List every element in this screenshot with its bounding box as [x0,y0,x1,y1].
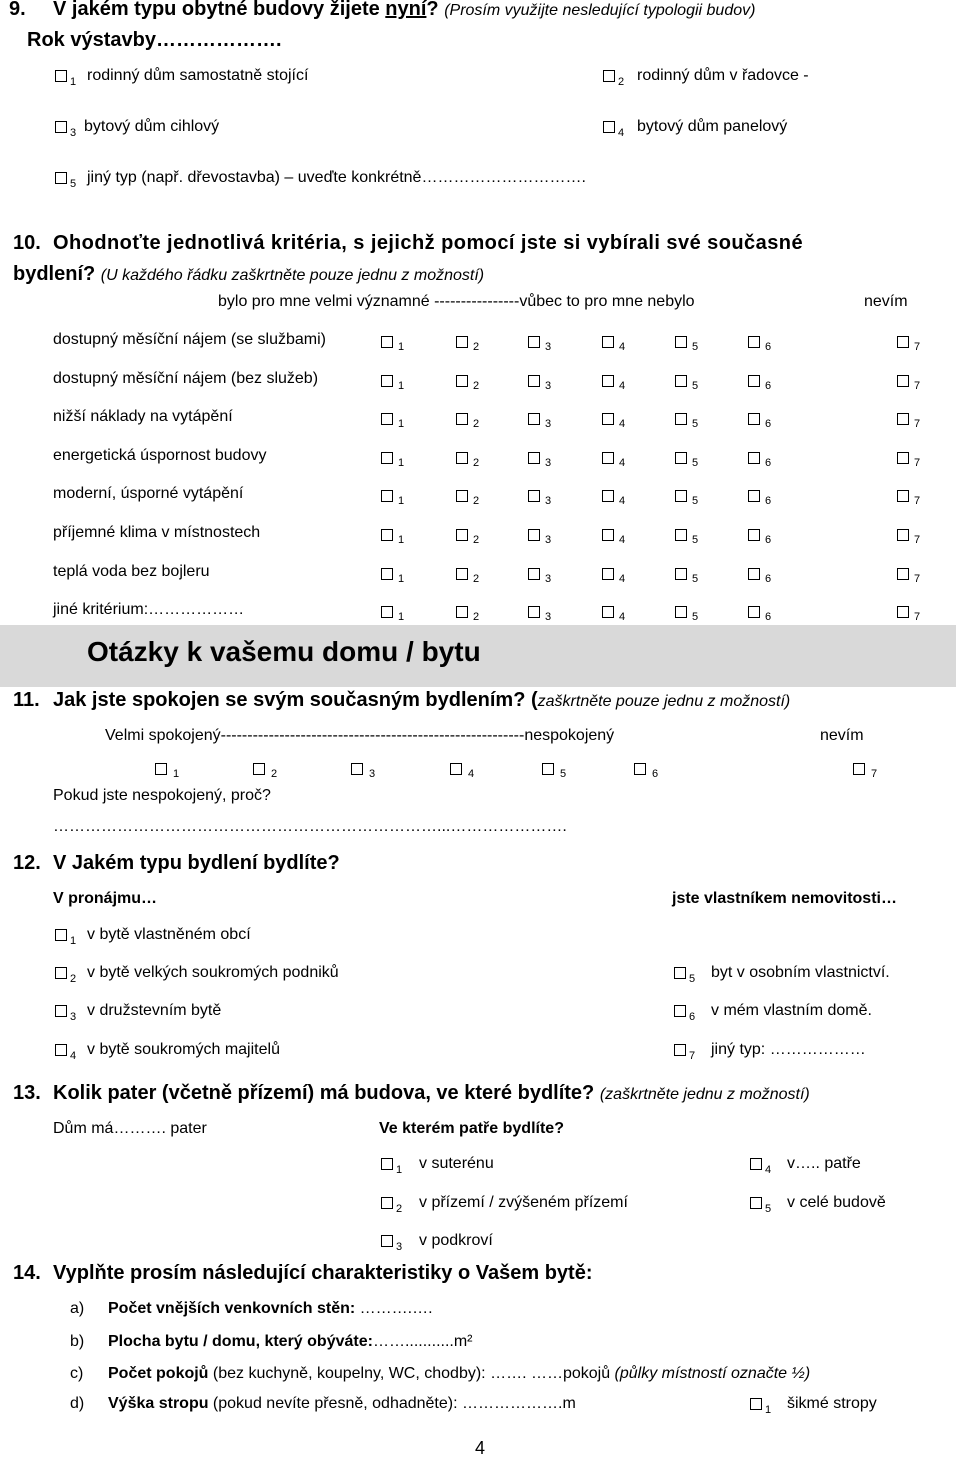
q10-rating-number: 3 [545,573,552,585]
q10-rating-checkbox[interactable] [897,606,909,618]
q9-option-4-label: bytový dům panelový [637,118,788,135]
q10-rating-checkbox[interactable] [897,413,909,425]
q10-rating-checkbox[interactable] [675,606,687,618]
q10-rating-checkbox[interactable] [381,336,393,348]
q12-option-7-label: jiný typ: ……………… [711,1041,866,1058]
q10-rating-checkbox[interactable] [748,568,760,580]
q10-rating-number: 5 [692,495,699,507]
q11-title: Jak jste spokojen se svým současným bydlením? (zaškrtněte pouze jednu z možností) [53,689,791,711]
q10-rating-number: 1 [398,380,405,392]
q10-rating-number: 6 [765,418,772,430]
q10-rating-number: 3 [545,457,552,469]
q10-rating-number: 2 [473,534,480,546]
q14-number: 14. [13,1262,41,1284]
q10-rating-checkbox[interactable] [381,568,393,580]
q10-rating-number: 1 [398,457,405,469]
q10-rating-number: 5 [692,611,699,623]
q11-scale-number: 5 [560,768,567,780]
q14-item-b: Plocha bytu / domu, který obýváte:……...........m² [108,1333,473,1350]
q13-option-1-label: v suterénu [419,1155,494,1172]
q10-rating-number: 1 [398,418,405,430]
q10-scale-label: bylo pro mne velmi významné ----------------vůbec to pro mne nebylo [218,293,695,310]
q12-own-label: jste vlastníkem nemovitosti… [672,890,897,907]
q11-scale-checkbox[interactable] [634,763,646,775]
q10-rating-checkbox[interactable] [602,568,614,580]
q10-rating-number: 4 [619,573,626,585]
q13-option-4-label: v….. patře [787,1155,861,1172]
q12-option-5-checkbox[interactable] [674,967,686,979]
page-number: 4 [475,1438,486,1458]
q12-title: V Jakém typu bydlení bydlíte? [53,852,340,874]
q9-option-5-checkbox[interactable] [55,172,67,184]
q10-rating-checkbox[interactable] [748,336,760,348]
q10-rating-checkbox[interactable] [602,452,614,464]
q12-option-7-num: 7 [689,1050,696,1062]
q9-option-4-checkbox[interactable] [603,121,615,133]
q13-option-2-checkbox[interactable] [381,1197,393,1209]
q11-scale-checkbox[interactable] [853,763,865,775]
q11-why-dots: ………………………………………………………………...…………………. [53,818,567,835]
q10-rating-checkbox[interactable] [456,606,468,618]
q13-which-label: Ve kterém patře bydlíte? [379,1120,564,1137]
q10-rating-checkbox[interactable] [675,375,687,387]
q10-rating-checkbox[interactable] [602,375,614,387]
q10-rating-number: 4 [619,341,626,353]
q9-option-5-num: 5 [70,178,77,190]
q10-rating-number: 6 [765,611,772,623]
q10-rating-checkbox[interactable] [602,529,614,541]
q12-option-6-label: v mém vlastním domě. [711,1002,872,1019]
q13-number: 13. [13,1082,41,1104]
q12-option-3-num: 3 [70,1011,77,1023]
q14-title: Vyplňte prosím následující charakteristiky o Vašem bytě: [53,1262,593,1284]
q11-number: 11. [13,689,40,711]
q10-rating-number: 6 [765,380,772,392]
q11-scale-checkbox[interactable] [155,763,167,775]
q10-rating-checkbox[interactable] [456,413,468,425]
q9-year-label: Rok výstavby………………. [27,29,282,51]
q9-option-1-num: 1 [70,76,77,88]
q13-option-2-num: 2 [396,1203,403,1215]
q10-row-label: teplá voda bez bojleru [53,563,210,580]
q10-rating-number: 4 [619,380,626,392]
q12-option-7-checkbox[interactable] [674,1044,686,1056]
q10-rating-number: 4 [619,457,626,469]
q10-rating-checkbox[interactable] [528,568,540,580]
q10-rating-number: 7 [914,611,921,623]
q10-row-label: jiné kritérium:……………… [53,601,245,618]
q10-rating-number: 1 [398,611,405,623]
q10-rating-checkbox[interactable] [456,568,468,580]
q13-option-3-label: v podkroví [419,1232,493,1249]
q10-rating-number: 4 [619,534,626,546]
q13-note: (zaškrtněte jednu z možností) [599,1086,810,1103]
q10-rating-checkbox[interactable] [748,413,760,425]
q13-floors-label: Dům má………. pater [53,1120,207,1137]
q10-rating-checkbox[interactable] [675,568,687,580]
q12-number: 12. [13,852,41,874]
q10-dontknow-label: nevím [864,293,908,310]
q10-rating-checkbox[interactable] [897,336,909,348]
q10-rating-checkbox[interactable] [528,606,540,618]
q12-option-4-label: v bytě soukromých majitelů [87,1041,280,1058]
q10-rating-number: 7 [914,534,921,546]
q13-option-5-num: 5 [765,1203,772,1215]
q10-rating-checkbox[interactable] [675,413,687,425]
q10-rating-checkbox[interactable] [456,490,468,502]
q11-scale-checkbox[interactable] [542,763,554,775]
q12-option-3-checkbox[interactable] [55,1005,67,1017]
q9-option-2-checkbox[interactable] [603,70,615,82]
q10-rating-number: 1 [398,495,405,507]
q11-scale-checkbox[interactable] [253,763,265,775]
q10-rating-checkbox[interactable] [748,375,760,387]
q10-rating-number: 7 [914,495,921,507]
q10-rating-number: 7 [914,573,921,585]
q12-option-1-checkbox[interactable] [55,929,67,941]
q10-rating-checkbox[interactable] [381,529,393,541]
q10-rating-checkbox[interactable] [675,529,687,541]
q10-rating-number: 1 [398,341,405,353]
q12-option-4-num: 4 [70,1050,77,1062]
q10-rating-checkbox[interactable] [456,336,468,348]
q12-option-1-num: 1 [70,935,77,947]
q10-row-label: energetická úspornost budovy [53,447,267,464]
q10-rating-number: 5 [692,418,699,430]
q10-rating-number: 2 [473,341,480,353]
q10-row-label: moderní, úsporné vytápění [53,485,244,502]
q10-rating-number: 5 [692,380,699,392]
q10-rating-number: 7 [914,418,921,430]
q10-rating-checkbox[interactable] [528,452,540,464]
q10-row-label: dostupný měsíční nájem (se službami) [53,331,326,348]
q9-option-3-checkbox[interactable] [55,121,67,133]
section-title: Otázky k vašemu domu / bytu [87,636,481,667]
q12-option-3-label: v družstevním bytě [87,1002,222,1019]
q10-rating-number: 3 [545,418,552,430]
q9-option-3-label: bytový dům cihlový [84,118,220,135]
q10-rating-number: 2 [473,418,480,430]
q9-option-2-label: rodinný dům v řadovce - [637,67,809,84]
q12-option-2-checkbox[interactable] [55,967,67,979]
q14-item-a-letter: a) [70,1300,85,1317]
q10-rating-checkbox[interactable] [748,452,760,464]
q14-item-d-letter: d) [70,1395,85,1412]
q10-rating-checkbox[interactable] [528,413,540,425]
q10-number: 10. [13,232,41,254]
q10-rating-checkbox[interactable] [602,336,614,348]
q10-rating-checkbox[interactable] [602,606,614,618]
q10-rating-number: 1 [398,573,405,585]
q10-rating-checkbox[interactable] [528,529,540,541]
q9-option-1-checkbox[interactable] [55,70,67,82]
q12-option-5-label: byt v osobním vlastnictví. [711,964,890,981]
q10-rating-number: 7 [914,457,921,469]
q13-option-2-label: v přízemí / zvýšeném přízemí [419,1194,628,1211]
q10-rating-number: 3 [545,534,552,546]
q10-note: (U každého řádku zaškrtněte pouze jednu z možností) [100,267,485,284]
q13-option-4-checkbox[interactable] [750,1158,762,1170]
q10-rating-checkbox[interactable] [897,375,909,387]
q10-rating-number: 2 [473,380,480,392]
q11-scale-checkbox[interactable] [450,763,462,775]
q10-rating-number: 2 [473,611,480,623]
q10-rating-checkbox[interactable] [675,452,687,464]
q9-option-3-num: 3 [70,127,77,139]
q10-rating-number: 2 [473,457,480,469]
q10-rating-checkbox[interactable] [381,375,393,387]
q9-option-4-num: 4 [618,127,625,139]
q10-rating-number: 3 [545,611,552,623]
q14-slant-num: 1 [765,1404,772,1416]
q14-item-c-letter: c) [70,1365,84,1382]
q10-title-line2: bydlení? (U každého řádku zaškrtněte pouze jednu z možností) [13,263,485,285]
q10-rating-number: 5 [692,534,699,546]
q13-option-1-checkbox[interactable] [381,1158,393,1170]
q10-title-line1: Ohodnoťte jednotlivá kritéria, s jejichž pomocí jste si vybírali své současné [53,232,804,254]
q10-rating-checkbox[interactable] [456,529,468,541]
q13-option-5-label: v celé budově [787,1194,886,1211]
q14-slant-label: šikmé stropy [787,1395,877,1412]
q10-rating-number: 5 [692,457,699,469]
q13-option-3-num: 3 [396,1241,403,1253]
q11-scale-number: 3 [369,768,376,780]
q10-rating-checkbox[interactable] [602,490,614,502]
q10-rating-checkbox[interactable] [381,413,393,425]
q13-option-4-num: 4 [765,1164,772,1176]
q11-scale-label: Velmi spokojený---------------------------------------------------------nespokojený [105,727,615,744]
q10-rating-checkbox[interactable] [897,568,909,580]
q10-row-label: příjemné klima v místnostech [53,524,261,541]
q12-rent-label: V pronájmu… [53,890,158,907]
q10-rating-checkbox[interactable] [381,490,393,502]
q10-rating-number: 6 [765,534,772,546]
q11-scale-number: 4 [468,768,475,780]
q10-rating-number: 3 [545,380,552,392]
q12-option-1-label: v bytě vlastněném obcí [87,926,251,943]
q14-item-b-letter: b) [70,1333,85,1350]
q14-item-c: Počet pokojů (bez kuchyně, koupelny, WC, chodby): ……. ……pokojů (půlky místností označte ½) [108,1365,811,1382]
q11-dontknow-label: nevím [820,727,864,744]
q10-rating-number: 4 [619,611,626,623]
q9-number: 9. [9,0,26,20]
q10-rating-checkbox[interactable] [381,606,393,618]
q13-title: Kolik pater (včetně přízemí) má budova, ve které bydlíte? (zaškrtněte jednu z možností) [53,1082,810,1104]
q10-rating-number: 3 [545,495,552,507]
q9-option-5-label: jiný typ (např. dřevostavba) – uveďte konkrétně…………………………. [87,169,586,186]
q10-rating-checkbox[interactable] [602,413,614,425]
q13-option-5-checkbox[interactable] [750,1197,762,1209]
q10-rating-number: 5 [692,341,699,353]
q11-scale-number: 2 [271,768,278,780]
q14-item-a: Počet vnějších venkovních stěn: ……….…. [108,1300,433,1317]
q10-rating-checkbox[interactable] [897,490,909,502]
q10-rating-number: 2 [473,495,480,507]
q10-rating-checkbox[interactable] [748,606,760,618]
q10-rating-number: 6 [765,495,772,507]
q11-scale-number: 6 [652,768,659,780]
q10-rating-checkbox[interactable] [675,490,687,502]
q9-option-2-num: 2 [618,76,625,88]
q10-rating-checkbox[interactable] [748,490,760,502]
q10-rating-number: 6 [765,341,772,353]
q10-rating-checkbox[interactable] [897,452,909,464]
q12-option-4-checkbox[interactable] [55,1044,67,1056]
q12-option-6-checkbox[interactable] [674,1005,686,1017]
q10-rating-number: 5 [692,573,699,585]
q14-item-d: Výška stropu (pokud nevíte přesně, odhadněte): ……………….m [108,1395,576,1412]
q10-rating-number: 3 [545,341,552,353]
q10-rating-number: 4 [619,418,626,430]
q9-note: (Prosím využijte nesledující typologii budov) [444,2,756,19]
q13-option-1-num: 1 [396,1164,403,1176]
q11-note: zaškrtněte pouze jednu z možností) [537,693,791,710]
q14-slant-checkbox[interactable] [750,1398,762,1410]
q10-rating-checkbox[interactable] [897,529,909,541]
q12-option-6-num: 6 [689,1011,696,1023]
q10-rating-checkbox[interactable] [381,452,393,464]
q11-scale-number: 7 [871,768,878,780]
q10-rating-checkbox[interactable] [456,375,468,387]
q12-option-2-label: v bytě velkých soukromých podniků [87,964,339,981]
q12-option-5-num: 5 [689,973,696,985]
q11-why-label: Pokud jste nespokojený, proč? [53,787,271,804]
q10-rating-number: 4 [619,495,626,507]
q9-option-1-label: rodinný dům samostatně stojící [87,67,309,84]
q10-rating-number: 7 [914,341,921,353]
q10-rating-checkbox[interactable] [528,336,540,348]
q10-rating-checkbox[interactable] [456,452,468,464]
q10-rating-number: 2 [473,573,480,585]
q10-rating-number: 6 [765,457,772,469]
q10-rating-checkbox[interactable] [748,529,760,541]
q12-option-2-num: 2 [70,973,77,985]
q10-rating-number: 7 [914,380,921,392]
q10-rating-number: 6 [765,573,772,585]
q11-scale-number: 1 [173,768,180,780]
q13-option-3-checkbox[interactable] [381,1235,393,1247]
q10-rating-checkbox[interactable] [675,336,687,348]
q10-rating-number: 1 [398,534,405,546]
q9-title: V jakém typu obytné budovy žijete nyní? (Prosím využijte nesledující typologii budov) [53,0,756,20]
q11-scale-checkbox[interactable] [351,763,363,775]
q10-rating-checkbox[interactable] [528,375,540,387]
q10-row-label: dostupný měsíční nájem (bez služeb) [53,370,319,387]
q10-row-label: nižší náklady na vytápění [53,408,233,425]
q10-rating-checkbox[interactable] [528,490,540,502]
